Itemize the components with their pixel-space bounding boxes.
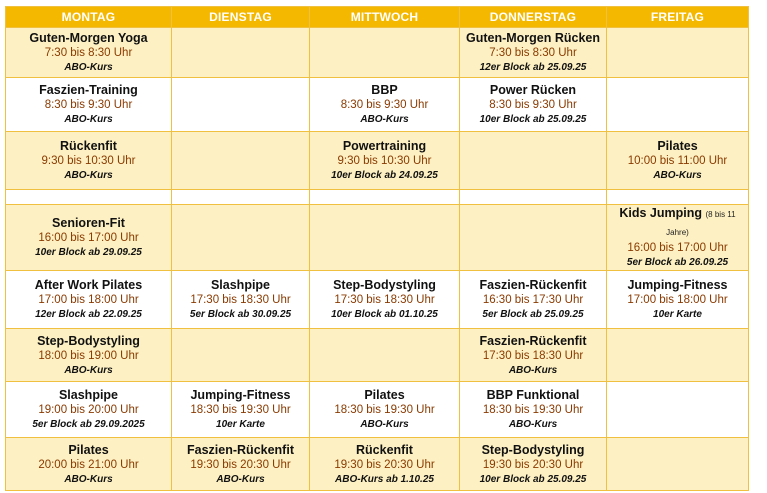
course-title: [6, 30, 171, 46]
course-title-text: Slashpipe: [58, 388, 119, 402]
course-title: [460, 387, 606, 403]
course-cell-tuesday: [172, 438, 310, 491]
course-title: [607, 277, 748, 293]
course-time: 8:30 bis 9:30 Uhr: [340, 99, 429, 111]
empty-slot-tuesday: [172, 205, 310, 271]
empty-slot-friday: [607, 329, 749, 382]
schedule-container: [5, 6, 749, 491]
course-title: [460, 277, 606, 293]
course-cell-monday: [6, 271, 172, 329]
course-title-text: Powertraining: [342, 139, 427, 153]
course-title-text: Rückenfit: [60, 139, 117, 153]
course-title: [607, 205, 748, 241]
course-time: 16:30 bis 17:30 Uhr: [482, 294, 584, 306]
course-booking-type: ABO-Kurs: [64, 62, 113, 73]
course-time: 17:30 bis 18:30 Uhr: [482, 349, 584, 362]
course-booking-type: ABO-Kurs: [64, 364, 113, 376]
course-title-text: Guten-Morgen Yoga: [29, 31, 148, 45]
course-time: 8:30 bis 9:30 Uhr: [489, 99, 577, 111]
course-cell-monday: [6, 382, 172, 438]
course-time: 18:30 bis 19:30 Uhr: [482, 404, 584, 416]
course-title: [6, 215, 171, 231]
empty-slot-thursday: [460, 205, 607, 271]
empty-slot-tuesday: [172, 28, 310, 78]
course-booking-type: ABO-Kurs: [653, 170, 702, 181]
course-title: [460, 82, 606, 98]
course-title: [6, 82, 171, 98]
course-booking-type: 10er Block ab 01.10.25: [331, 309, 438, 320]
course-booking-type: 5er Block ab 25.09.25: [482, 309, 584, 320]
course-booking-type: 10er Block ab 25.09.25: [479, 473, 587, 485]
course-title: [310, 82, 459, 98]
course-booking-type: ABO-Kurs: [508, 364, 558, 376]
schedule-body: [6, 28, 749, 491]
course-title-text: Jumping-Fitness: [627, 278, 728, 292]
course-cell-monday: [6, 132, 172, 190]
empty-slot-wednesday: [310, 329, 460, 382]
course-title: [310, 138, 459, 154]
course-cell-thursday: [460, 28, 607, 78]
course-time: 19:30 bis 20:30 Uhr: [482, 458, 584, 471]
course-title-text: BBP: [371, 83, 398, 97]
empty-slot-friday: [607, 190, 749, 205]
course-time: 16:00 bis 17:00 Uhr: [627, 242, 728, 254]
course-time: 18:30 bis 19:30 Uhr: [190, 404, 291, 416]
course-title-text: Pilates: [657, 139, 698, 153]
course-booking-type: 12er Block ab 22.09.25: [35, 309, 142, 320]
course-title-text: Step-Bodystyling: [333, 278, 436, 292]
course-booking-type: 10er Karte: [653, 309, 702, 320]
course-booking-type: 10er Karte: [216, 419, 265, 430]
course-title: [310, 277, 459, 293]
course-booking-type: ABO-Kurs: [216, 473, 265, 485]
course-time: 19:30 bis 20:30 Uhr: [190, 458, 291, 471]
course-cell-thursday: [460, 438, 607, 491]
course-time: 17:30 bis 18:30 Uhr: [190, 294, 291, 306]
course-booking-type: 5er Block ab 29.09.2025: [32, 419, 145, 430]
course-cell-monday: [6, 438, 172, 491]
schedule-gap-row: [6, 190, 749, 205]
empty-slot-friday: [607, 438, 749, 491]
day-header-thursday: DONNERSTAG: [460, 7, 607, 28]
course-booking-type: ABO-Kurs: [360, 419, 409, 430]
course-title-text: Step-Bodystyling: [37, 333, 140, 348]
course-title-text: Faszien-Training: [39, 83, 138, 97]
schedule-row: [6, 28, 749, 78]
course-cell-thursday: [460, 271, 607, 329]
course-cell-friday: [607, 205, 749, 271]
course-title: [6, 333, 171, 349]
course-title: [6, 277, 171, 293]
course-time: 18:00 bis 19:00 Uhr: [38, 349, 139, 362]
course-time: 10:00 bis 11:00 Uhr: [627, 155, 728, 167]
schedule-row: [6, 329, 749, 382]
course-time: 8:30 bis 9:30 Uhr: [44, 99, 133, 111]
empty-slot-friday: [607, 382, 749, 438]
course-title: [172, 387, 309, 403]
day-header-wednesday: MITTWOCH: [310, 7, 460, 28]
course-age-note: (8 bis 11 Jahre): [666, 210, 736, 237]
course-title: [310, 387, 459, 403]
course-title-text: Faszien-Rückenfit: [187, 442, 294, 457]
course-time: 16:00 bis 17:00 Uhr: [38, 232, 139, 244]
course-booking-type: ABO-Kurs ab 1.10.25: [335, 473, 434, 485]
course-booking-type: ABO-Kurs: [64, 170, 113, 181]
course-time: 19:30 bis 20:30 Uhr: [334, 458, 435, 471]
course-cell-wednesday: [310, 78, 460, 132]
course-cell-thursday: [460, 382, 607, 438]
course-title: [460, 442, 606, 458]
course-booking-type: 5er Block ab 30.09.25: [189, 309, 292, 320]
course-booking-type: ABO-Kurs: [64, 473, 113, 485]
course-title-text: Senioren-Fit: [52, 216, 125, 230]
course-cell-monday: [6, 78, 172, 132]
course-cell-wednesday: [310, 271, 460, 329]
course-cell-tuesday: [172, 271, 310, 329]
course-title-text: Pilates: [68, 442, 109, 457]
course-booking-type: ABO-Kurs: [508, 419, 558, 430]
schedule-row: [6, 78, 749, 132]
course-title-text: After Work Pilates: [34, 278, 143, 292]
course-cell-monday: [6, 205, 172, 271]
course-time: 17:00 bis 18:00 Uhr: [38, 294, 139, 306]
course-cell-friday: [607, 271, 749, 329]
course-title-text: Kids Jumping: [619, 206, 703, 220]
course-title-text: Step-Bodystyling: [481, 442, 585, 457]
empty-slot-monday: [6, 190, 172, 205]
course-title-text: BBP Funktional: [486, 388, 580, 402]
course-title: [172, 277, 309, 293]
day-header-tuesday: DIENSTAG: [172, 7, 310, 28]
course-title: [460, 333, 606, 349]
course-time: 19:00 bis 20:00 Uhr: [38, 404, 139, 416]
course-cell-thursday: [460, 329, 607, 382]
course-cell-monday: [6, 28, 172, 78]
course-time: 20:00 bis 21:00 Uhr: [38, 458, 139, 471]
course-cell-friday: [607, 132, 749, 190]
course-title-text: Power Rücken: [489, 83, 577, 97]
course-title-text: Rückenfit: [356, 442, 413, 457]
course-cell-thursday: [460, 78, 607, 132]
schedule-row: [6, 382, 749, 438]
course-time: 7:30 bis 8:30 Uhr: [44, 47, 133, 59]
course-booking-type: ABO-Kurs: [64, 114, 113, 125]
course-time: 9:30 bis 10:30 Uhr: [337, 155, 432, 167]
course-booking-type: 12er Block ab 25.09.25: [479, 62, 587, 73]
course-cell-tuesday: [172, 382, 310, 438]
empty-slot-thursday: [460, 132, 607, 190]
empty-slot-friday: [607, 28, 749, 78]
empty-slot-tuesday: [172, 132, 310, 190]
course-booking-type: ABO-Kurs: [360, 114, 409, 125]
day-header-friday: FREITAG: [607, 7, 749, 28]
weekly-course-schedule: [5, 6, 749, 491]
course-time: 17:30 bis 18:30 Uhr: [334, 294, 435, 306]
course-booking-type: 10er Block ab 25.09.25: [479, 114, 587, 125]
empty-slot-wednesday: [310, 28, 460, 78]
course-booking-type: 10er Block ab 29.09.25: [35, 247, 142, 258]
schedule-row: [6, 132, 749, 190]
schedule-row: [6, 438, 749, 491]
course-title: [460, 30, 606, 46]
schedule-row: [6, 205, 749, 271]
course-title: [607, 138, 748, 154]
empty-slot-tuesday: [172, 329, 310, 382]
course-cell-monday: [6, 329, 172, 382]
empty-slot-tuesday: [172, 78, 310, 132]
course-time: 18:30 bis 19:30 Uhr: [334, 404, 435, 416]
day-header-row: [6, 7, 749, 28]
empty-slot-friday: [607, 78, 749, 132]
course-cell-wednesday: [310, 438, 460, 491]
course-cell-wednesday: [310, 132, 460, 190]
course-time: 7:30 bis 8:30 Uhr: [489, 47, 577, 59]
empty-slot-wednesday: [310, 190, 460, 205]
course-title: [6, 387, 171, 403]
course-booking-type: 5er Block ab 26.09.25: [626, 257, 729, 268]
course-title-text: Faszien-Rückenfit: [479, 333, 587, 348]
course-title-text: Slashpipe: [210, 278, 271, 292]
schedule-row: [6, 271, 749, 329]
day-header-monday: MONTAG: [6, 7, 172, 28]
course-title: [172, 442, 309, 458]
course-time: 9:30 bis 10:30 Uhr: [41, 155, 136, 167]
course-title-text: Pilates: [364, 388, 405, 402]
empty-slot-wednesday: [310, 205, 460, 271]
empty-slot-thursday: [460, 190, 607, 205]
course-title: [310, 442, 459, 458]
course-title-text: Faszien-Rückenfit: [479, 278, 587, 292]
empty-slot-tuesday: [172, 190, 310, 205]
course-title-text: Jumping-Fitness: [190, 388, 291, 402]
course-time: 17:00 bis 18:00 Uhr: [627, 294, 728, 306]
course-booking-type: 10er Block ab 24.09.25: [331, 170, 438, 181]
course-title: [6, 138, 171, 154]
course-title-text: Guten-Morgen Rücken: [465, 31, 601, 45]
course-title: [6, 442, 171, 458]
course-cell-wednesday: [310, 382, 460, 438]
